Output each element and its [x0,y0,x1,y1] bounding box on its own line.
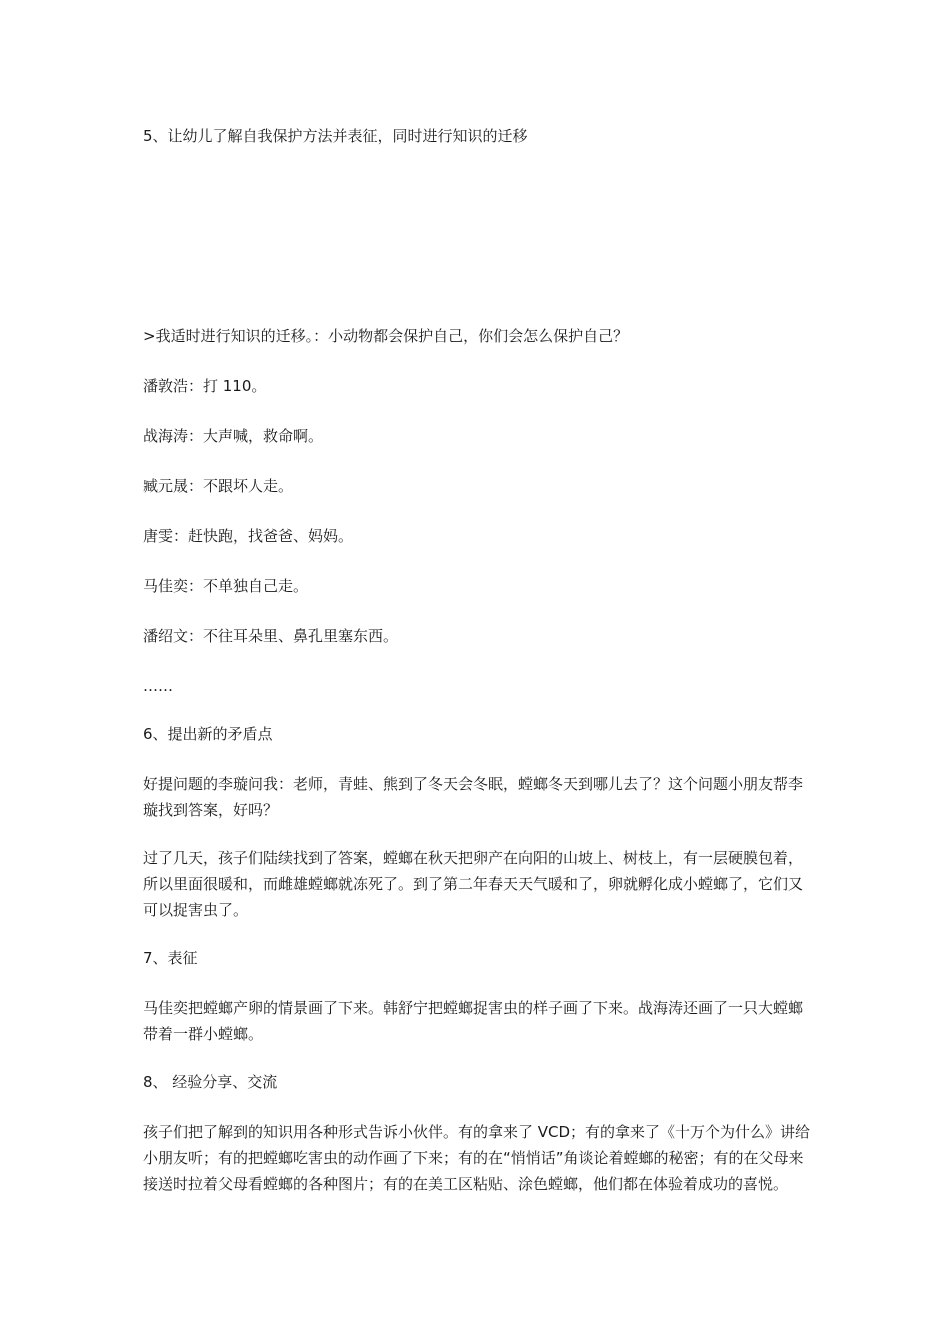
section-6-paragraph-1: 好提问题的李璇问我：老师，青蛙、熊到了冬天会冬眠，螳螂冬天到哪儿去了？这个问题小朋友帮李璇找到答案，好吗？ [143,775,804,819]
answer-line: 唐雯：赶快跑，找爸爸、妈妈。 [143,527,354,545]
answer-line: 潘敦浩：打 110。 [143,377,267,395]
transfer-intro-paragraph: >我适时进行知识的迁移。：小动物都会保护自己，你们会怎么保护自己？ [143,327,629,345]
section-6-paragraph-2: 过了几天，孩子们陆续找到了答案，螳螂在秋天把卵产在向阳的山坡上、树枝上，有一层硬膜包着，所以里面很暖和，而雌雄螳螂就冻死了。到了第二年春天天气暖和了，卵就孵化成小螳螂了，它们又可以捉害虫了。 [143,849,804,919]
section-5-heading: 5、让幼儿了解自我保护方法并表征，同时进行知识的迁移 [143,127,528,145]
answer-line: 战海涛：大声喊，救命啊。 [143,427,324,445]
section-7-paragraph: 马佳奕把螳螂产卵的情景画了下来。韩舒宁把螳螂捉害虫的样子画了下来。战海涛还画了一只大螳螂带着一群小螳螂。 [143,999,804,1043]
section-8-heading: 8、 经验分享、交流 [143,1073,278,1091]
ellipsis-line: …… [143,677,173,695]
answer-line: 马佳奕：不单独自己走。 [143,577,309,595]
section-7-heading: 7、表征 [143,949,198,967]
section-6-heading: 6、提出新的矛盾点 [143,725,273,743]
section-8-paragraph: 孩子们把了解到的知识用各种形式告诉小伙伴。有的拿来了 VCD；有的拿来了《十万个为什么》讲给小朋友听；有的把螳螂吃害虫的动作画了下来；有的在“悄悄话”角谈论着螳螂的秘密；有的在父母来接送时拉着父母看螳螂的各种图片；有的在美工区粘贴、涂色螳螂，他们都在体验着成功的喜悦。 [143,1123,811,1193]
answer-line: 潘绍文：不往耳朵里、鼻孔里塞东西。 [143,627,399,645]
answer-line: 臧元晟：不跟坏人走。 [143,477,294,495]
